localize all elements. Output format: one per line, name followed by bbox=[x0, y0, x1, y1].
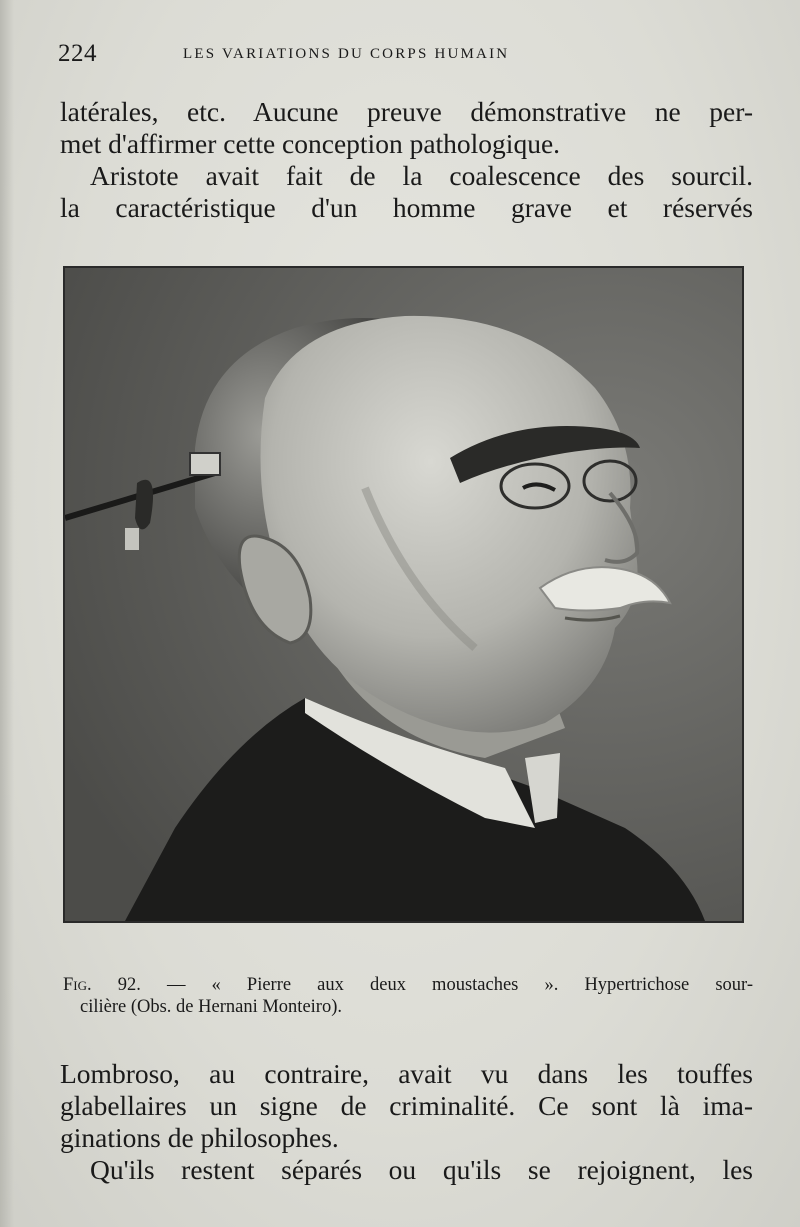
running-head: LES VARIATIONS DU CORPS HUMAIN bbox=[183, 46, 510, 62]
page-gutter-shadow bbox=[0, 0, 14, 1227]
portrait-illustration bbox=[65, 268, 742, 921]
text-line: latérales, etc. Aucune preuve démonstrative ne per- bbox=[60, 96, 753, 127]
text-line: Lombroso, au contraire, avait vu dans les touffes bbox=[60, 1058, 753, 1089]
bottom-paragraph bbox=[60, 1058, 753, 1186]
text-line: Aristote avait fait de la coalescence des sourcil. bbox=[90, 160, 753, 191]
caption-title: — « Pierre aux deux moustaches ». Hypertrichose sour- bbox=[140, 975, 753, 995]
text-line: Qu'ils restent séparés ou qu'ils se rejoignent, les bbox=[90, 1154, 753, 1185]
top-paragraph bbox=[60, 96, 753, 224]
caption-line: cilière (Obs. de Hernani Monteiro). bbox=[80, 997, 342, 1017]
text-line: la caractéristique d'un homme grave et réservés bbox=[60, 192, 753, 223]
figure-caption bbox=[63, 974, 753, 1018]
text-line: met d'affirmer cette conception pathologique. bbox=[60, 128, 561, 159]
figure-label: Fig. 92. bbox=[63, 975, 141, 995]
page-header bbox=[58, 40, 758, 74]
text-line: glabellaires un signe de criminalité. Ce sont là ima- bbox=[60, 1090, 753, 1121]
portrait-photograph bbox=[63, 266, 744, 923]
page-number: 224 bbox=[58, 40, 97, 67]
text-line: ginations de philosophes. bbox=[60, 1122, 339, 1153]
caption-line bbox=[63, 974, 753, 996]
